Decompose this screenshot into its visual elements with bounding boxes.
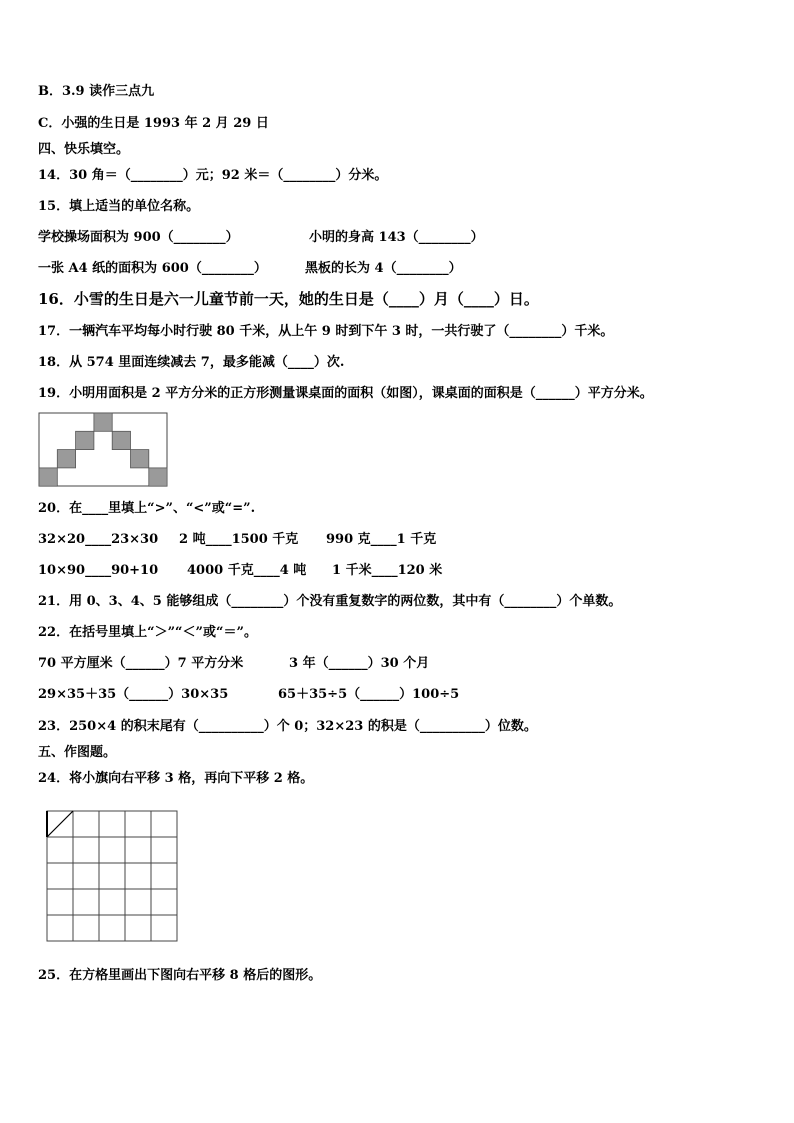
grid-cell [151, 915, 177, 941]
flag-grid [46, 810, 180, 944]
question-22-a: 70 平方厘米（______）7 平方分米 [38, 656, 244, 671]
question-14: 14．30 角＝（________）元；92 米＝（________）分米。 [38, 168, 388, 183]
grid-cell [99, 863, 125, 889]
question-25: 25．在方格里画出下图向右平移 8 格后的图形。 [38, 968, 322, 983]
grid-cell [125, 915, 151, 941]
option-c: C．小强的生日是 1993 年 2 月 29 日 [38, 116, 269, 131]
question-22: 22．在括号里填上“＞”“＜”或“＝”。 [38, 625, 257, 640]
question-15-d: 黑板的长为 4（________） [305, 261, 462, 276]
grid-cell [47, 863, 73, 889]
question-23: 23．250×4 的积末尾有（__________）个 0；32×23 的积是（__________）位数。 [38, 719, 537, 734]
question-20-e: 4000 千克____4 吨 [187, 563, 307, 578]
grid-cell [73, 811, 99, 837]
question-21: 21．用 0、3、4、5 能够组成（________）个没有重复数字的两位数，其中有（________）个单数。 [38, 594, 622, 609]
grid-cell [73, 889, 99, 915]
question-20-d: 10×90____90+10 [38, 563, 159, 578]
grid-cell [99, 915, 125, 941]
shaded-square-1 [76, 431, 94, 449]
grid-cell [125, 863, 151, 889]
grid-cell [99, 811, 125, 837]
question-16: 16．小雪的生日是六一儿童节前一天，她的生日是（____）月（____）日。 [38, 290, 539, 308]
question-22-b: 3 年（______）30 个月 [289, 656, 430, 671]
question-20: 20．在____里填上“>”、“<”或“=”. [38, 501, 256, 516]
question-15-c: 一张 A4 纸的面积为 600（________） [38, 261, 267, 276]
question-17: 17．一辆汽车平均每小时行驶 80 千米，从上午 9 时到下午 3 时，一共行驶了（________）千米。 [38, 324, 614, 339]
question-24: 24．将小旗向右平移 3 格，再向下平移 2 格。 [38, 771, 314, 786]
grid-cell [99, 837, 125, 863]
grid-cell [125, 889, 151, 915]
shaded-square-5 [39, 468, 57, 486]
grid-cell [151, 889, 177, 915]
grid-cell [151, 837, 177, 863]
grid-cell [73, 837, 99, 863]
grid-cell [151, 863, 177, 889]
grid-cell [99, 889, 125, 915]
question-18: 18．从 574 里面连续减去 7，最多能减（____）次. [38, 355, 345, 370]
grid-cell [73, 915, 99, 941]
shaded-square-0 [94, 413, 112, 431]
grid-cell [47, 889, 73, 915]
shaded-square-3 [57, 450, 75, 468]
grid-cell [125, 811, 151, 837]
question-22-d: 65＋35÷5（______）100÷5 [278, 687, 460, 702]
question-20-f: 1 千米____120 米 [332, 563, 443, 578]
question-20-a: 32×20____23×30 [38, 532, 159, 547]
section-four-heading: 四、快乐填空。 [38, 142, 130, 157]
grid-cell [47, 915, 73, 941]
question-15-b: 小明的身高 143（________） [309, 230, 484, 245]
question-22-c: 29×35＋35（______）30×35 [38, 687, 229, 702]
grid-cell [73, 863, 99, 889]
grid-cell [47, 837, 73, 863]
question-15: 15．填上适当的单位名称。 [38, 199, 200, 214]
question-19: 19．小明用面积是 2 平方分米的正方形测量课桌面的面积（如图），课桌面的面积是（______）平方分米。 [38, 386, 653, 401]
flag-diagonal [47, 811, 73, 837]
grid-cell [151, 811, 177, 837]
question-20-b: 2 吨____1500 千克 [179, 532, 299, 547]
question-15-a: 学校操场面积为 900（________） [38, 230, 239, 245]
desk-figure [38, 412, 170, 488]
shaded-square-6 [149, 468, 167, 486]
option-b: B．3.9 读作三点九 [38, 84, 155, 99]
section-five-heading: 五、作图题。 [38, 745, 117, 760]
shaded-square-4 [131, 450, 149, 468]
grid-cell [125, 837, 151, 863]
shaded-square-2 [112, 431, 130, 449]
question-20-c: 990 克____1 千克 [326, 532, 437, 547]
